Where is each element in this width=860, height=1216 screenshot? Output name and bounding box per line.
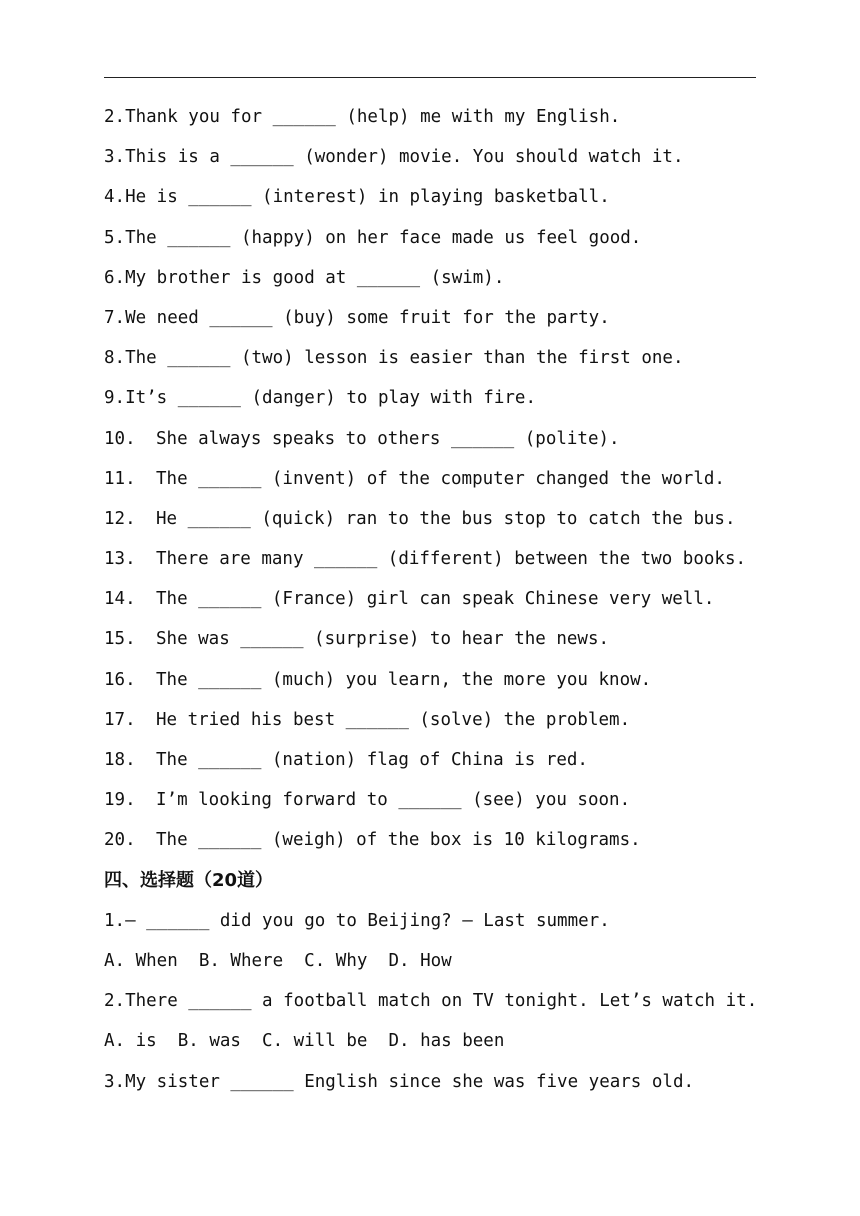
question-text: The ______ (France) girl can speak Chinese very well. [156,589,715,610]
question-number: 10. [104,428,136,449]
question-number: 3. [104,1071,126,1092]
question-6 [104,261,764,301]
question-text: — ______ did you go to Beijing? — Last summer. [125,910,610,931]
question-number: 13. [104,549,136,570]
question-text: It’s ______ (danger) to play with fire. [125,388,536,409]
question-9 [104,381,764,421]
worksheet-body [104,100,764,1105]
question-number: 11. [104,468,136,489]
question-number: 17. [104,709,136,730]
question-number: 3. [104,147,126,168]
question-5 [104,221,764,261]
question-number: 6. [104,267,126,288]
question-number: 19. [104,790,136,811]
question-7 [104,301,764,341]
question-text: This is a ______ (wonder) movie. You should watch it. [125,147,684,168]
question-number: 2. [104,107,126,127]
question-8 [104,341,764,381]
question-text: The ______ (weigh) of the box is 10 kilograms. [156,830,641,851]
question-18 [104,743,764,783]
question-text: She always speaks to others ______ (polite). [156,428,620,449]
question-2 [104,100,764,140]
choice-options-1: A. When B. Where C. Why D. How [104,950,452,971]
question-3 [104,140,764,180]
question-10 [104,422,764,462]
question-number: 14. [104,589,136,610]
question-text: She was ______ (surprise) to hear the news. [156,629,610,650]
question-20 [104,823,764,863]
choice-options-2: A. is B. was C. will be D. has been [104,1031,505,1052]
section-heading: 四、选择题（20道） [104,869,274,891]
question-number: 12. [104,508,136,529]
question-number: 16. [104,669,136,690]
question-text: The ______ (much) you learn, the more you know. [156,669,652,690]
question-number: 15. [104,629,136,650]
choice-question-1 [104,904,764,944]
question-text: There are many ______ (different) between the two books. [156,549,747,570]
question-text: Thank you for ______ (help) me with my English. [125,107,621,127]
question-16 [104,663,764,703]
question-number: 5. [104,227,126,248]
choice-question-3 [104,1065,764,1105]
question-number: 20. [104,830,136,851]
question-number: 7. [104,307,126,328]
question-13 [104,542,764,582]
question-text: We need ______ (buy) some fruit for the party. [125,307,610,328]
question-text: The ______ (invent) of the computer changed the world. [156,468,725,489]
question-text: The ______ (nation) flag of China is red. [156,750,588,770]
question-17 [104,703,764,743]
question-14 [104,582,764,622]
question-15 [104,622,764,662]
question-4 [104,180,764,220]
question-11 [104,462,764,502]
question-text: He tried his best ______ (solve) the problem. [156,709,631,730]
question-text: The ______ (two) lesson is easier than the first one. [125,348,684,369]
question-number: 18. [104,750,136,770]
question-text: My sister ______ English since she was five years old. [125,1071,695,1092]
question-text: He is ______ (interest) in playing basketball. [125,187,610,208]
question-number: 8. [104,348,126,369]
question-number: 2. [104,991,126,1012]
header-rule [104,77,756,78]
question-number: 1. [104,910,126,931]
question-text: There ______ a football match on TV tonight. Let’s watch it. [125,991,758,1012]
question-number: 9. [104,388,126,409]
question-number: 4. [104,187,126,208]
question-text: My brother is good at ______ (swim). [125,267,505,288]
question-text: He ______ (quick) ran to the bus stop to catch the bus. [156,508,736,529]
question-text: The ______ (happy) on her face made us feel good. [125,227,642,248]
question-12 [104,502,764,542]
question-text: I’m looking forward to ______ (see) you soon. [156,790,631,811]
question-19 [104,783,764,823]
choice-question-2 [104,984,764,1024]
